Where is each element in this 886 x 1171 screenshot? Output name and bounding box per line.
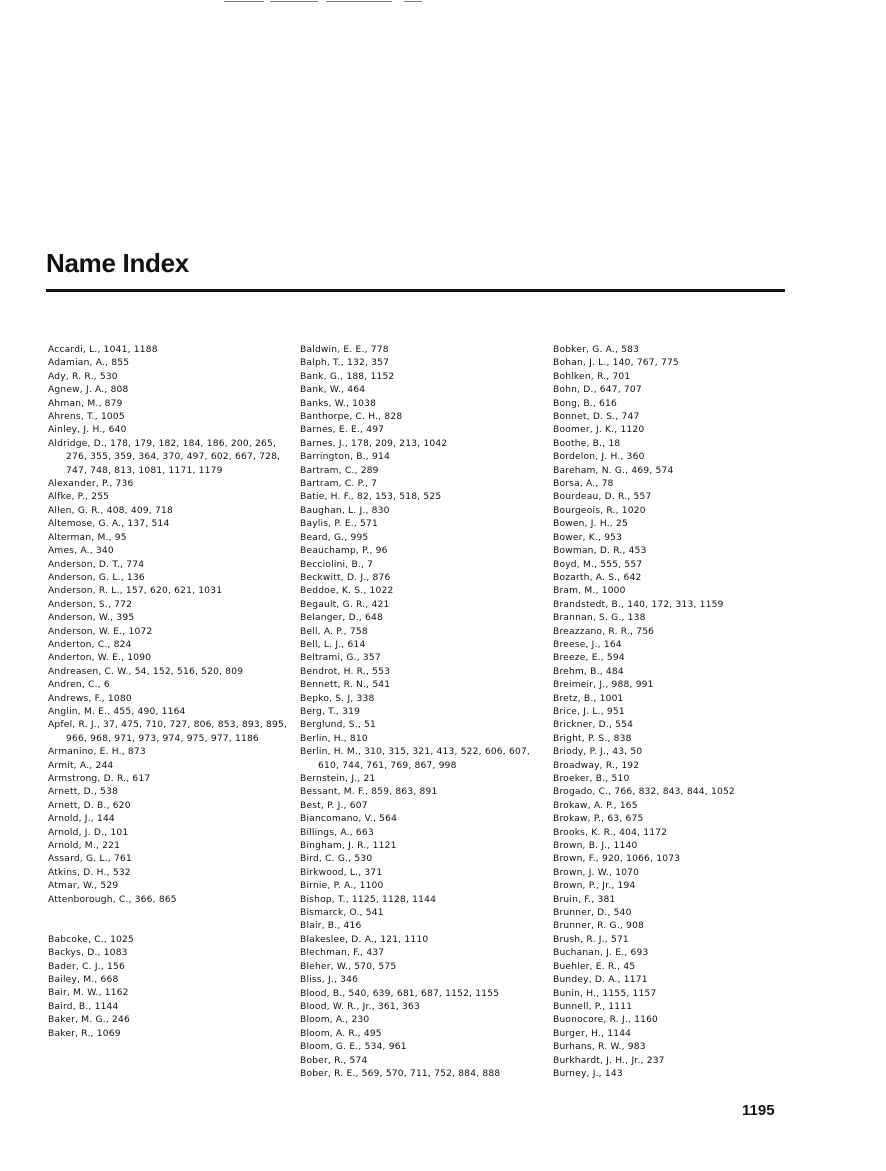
index-entry: Babcoke, C., 1025 xyxy=(48,934,135,945)
index-entry: Bernstein, J., 21 xyxy=(300,774,376,784)
index-column-3 xyxy=(553,344,793,1081)
index-entry: Boomer, J. K., 1120 xyxy=(553,425,645,436)
index-entry: Bourgeois, R., 1020 xyxy=(553,505,646,516)
index-entry: Belanger, D., 648 xyxy=(300,613,384,624)
index-entry: Bennett, R. N., 541 xyxy=(300,680,391,691)
index-entry: Buehler, E. R., 45 xyxy=(553,961,636,972)
index-entry: Agnew, J. A., 808 xyxy=(48,385,129,396)
index-entry: Bloom, G. E., 534, 961 xyxy=(300,1042,407,1053)
index-entry: Bessant, M. F., 859, 863, 891 xyxy=(300,787,438,798)
letter-group-gap xyxy=(48,907,288,934)
index-entry: Birnie, P. A., 1100 xyxy=(300,881,384,892)
index-entry: Bober, R., 574 xyxy=(300,1055,368,1066)
index-entry: Bobker, G. A., 583 xyxy=(553,345,640,355)
index-entry: Ames, A., 340 xyxy=(48,546,114,557)
index-entry: Bingham, J. R., 1121 xyxy=(300,841,397,852)
index-entry: Bartram, C., 289 xyxy=(300,465,379,476)
index-entry: Best, P. J., 607 xyxy=(300,800,368,811)
index-entry: Blood, B., 540, 639, 681, 687, 1152, 1155 xyxy=(300,988,500,999)
index-entry: Bank, G., 188, 1152 xyxy=(300,371,395,382)
index-entry: Broadway, R., 192 xyxy=(553,760,640,771)
index-entry: Blood, W. R., Jr., 361, 363 xyxy=(300,1001,420,1012)
index-entry: Becciolini, B., 7 xyxy=(300,559,374,570)
index-entry: Boyd, M., 555, 557 xyxy=(553,559,643,570)
index-entry: Adamian, A., 855 xyxy=(48,358,130,369)
page-title: Name Index xyxy=(46,248,189,278)
index-entry: Brown, J. W., 1070 xyxy=(553,867,640,878)
index-entry: Brunner, D., 540 xyxy=(553,908,632,919)
index-entry: Arnold, J. D., 101 xyxy=(48,827,129,838)
index-entry: Anglin, M. E., 455, 490, 1164 xyxy=(48,706,186,717)
index-entry: Bohlken, R., 701 xyxy=(553,371,631,382)
index-entry: Begault, G. R., 421 xyxy=(300,599,390,610)
index-entry: Anderson, G. L., 136 xyxy=(48,572,145,583)
index-entry: Bowman, D. R., 453 xyxy=(553,546,647,557)
index-entry: Alexander, P., 736 xyxy=(48,479,134,490)
scan-mark-top-1 xyxy=(224,1,264,2)
index-entry: Atmar, W., 529 xyxy=(48,881,119,892)
index-entry: Billings, A., 663 xyxy=(300,827,374,838)
index-entry: Beard, G., 995 xyxy=(300,532,369,543)
index-entry: Bordelon, J. H., 360 xyxy=(553,452,645,463)
scan-mark-top-3 xyxy=(326,1,392,2)
index-entry: Anderton, W. E., 1090 xyxy=(48,653,152,664)
index-entry: Barrington, B., 914 xyxy=(300,452,390,463)
index-entry: Bong, B., 616 xyxy=(553,398,617,409)
index-entry: Barnes, E. E., 497 xyxy=(300,425,385,436)
index-entry: Armit, A., 244 xyxy=(48,760,114,771)
index-entry: Banthorpe, C. H., 828 xyxy=(300,412,403,423)
index-entry: Ahrens, T., 1005 xyxy=(48,412,125,423)
index-entry: Accardi, L., 1041, 1188 xyxy=(48,345,158,355)
index-entry: Berg, T., 319 xyxy=(300,706,361,717)
index-entry: Briody, P. J., 43, 50 xyxy=(553,747,643,758)
index-entry: Bendrot, H. R., 553 xyxy=(300,666,391,677)
index-entry: Bower, K., 953 xyxy=(553,532,623,543)
scan-mark-top-2 xyxy=(270,1,318,2)
index-entry: Brice, J. L., 951 xyxy=(553,706,625,717)
index-entry: Boothe, B., 18 xyxy=(553,438,621,449)
index-entry: Borsa, A., 78 xyxy=(553,479,614,490)
index-entry: Breeze, E., 594 xyxy=(553,653,625,664)
index-entry: Alfke, P., 255 xyxy=(48,492,110,503)
index-entry: Baird, B., 1144 xyxy=(48,1001,119,1012)
index-entry: Brunner, R. G., 908 xyxy=(553,921,645,932)
index-entry: Brickner, D., 554 xyxy=(553,720,634,731)
index-entry: Bartram, C. P., 7 xyxy=(300,479,378,490)
index-entry: Atkins, D. H., 532 xyxy=(48,867,131,878)
index-entry: Baldwin, E. E., 778 xyxy=(300,345,389,355)
index-entry: Brown, B. J., 1140 xyxy=(553,841,638,852)
index-entry: Assard, G. L., 761 xyxy=(48,854,132,865)
index-entry: Arnett, D. B., 620 xyxy=(48,800,131,811)
index-entry: Bram, M., 1000 xyxy=(553,586,626,597)
index-entry: Beddoe, K. S., 1022 xyxy=(300,586,394,597)
index-entry: Andrews, F., 1080 xyxy=(48,693,132,704)
index-entry: Ainley, J. H., 640 xyxy=(48,425,127,436)
index-entry: Burhans, R. W., 983 xyxy=(553,1042,646,1053)
index-entry: Burney, J., 143 xyxy=(553,1068,623,1079)
index-entry: Bohn, D., 647, 707 xyxy=(553,385,642,396)
index-entry: Attenborough, C., 366, 865 xyxy=(48,894,177,905)
index-entry: Bretz, B., 1001 xyxy=(553,693,624,704)
index-entry: Anderson, W. E., 1072 xyxy=(48,626,153,637)
index-entry: Bell, L. J., 614 xyxy=(300,639,366,650)
index-entry: Bliss, J., 346 xyxy=(300,975,359,986)
index-entry: Banks, W., 1038 xyxy=(300,398,377,409)
index-entry: Bunin, H., 1155, 1157 xyxy=(553,988,657,999)
index-entry: Bair, M. W., 1162 xyxy=(48,988,129,999)
index-entry: Berlin, H., 810 xyxy=(300,733,368,744)
index-entry: Andren, C., 6 xyxy=(48,680,110,691)
index-entry: Anderson, S., 772 xyxy=(48,599,133,610)
index-entry: Andreasen, C. W., 54, 152, 516, 520, 809 xyxy=(48,666,244,677)
index-entry: Bourdeau, D. R., 557 xyxy=(553,492,652,503)
index-entry: Beltrami, G., 357 xyxy=(300,653,381,664)
index-entry: Berlin, H. M., 310, 315, 321, 413, 522, 606, 607, 610, 744, 761, 769, 867, 998 xyxy=(300,747,531,771)
index-entry: Ady, R. R., 530 xyxy=(48,371,118,382)
index-entry: Baughan, L. J., 830 xyxy=(300,505,390,516)
index-entry: Brown, F., 920, 1066, 1073 xyxy=(553,854,681,865)
index-entry: Arnett, D., 538 xyxy=(48,787,119,798)
index-entry: Burkhardt, J. H., Jr., 237 xyxy=(553,1055,665,1066)
index-entry: Bober, R. E., 569, 570, 711, 752, 884, 888 xyxy=(300,1068,501,1079)
index-entry: Armstrong, D. R., 617 xyxy=(48,774,151,784)
title-rule xyxy=(46,289,785,292)
index-entry: Brush, R. J., 571 xyxy=(553,934,629,945)
index-entry: Bozarth, A. S., 642 xyxy=(553,572,642,583)
index-entry: Brooks, K. R., 404, 1172 xyxy=(553,827,668,838)
page-number: 1195 xyxy=(742,1102,775,1119)
index-entry: Alterman, M., 95 xyxy=(48,532,127,543)
index-entry: Brown, P., Jr., 194 xyxy=(553,881,636,892)
index-column-1 xyxy=(48,344,288,1041)
index-entry: Bank, W., 464 xyxy=(300,385,366,396)
index-entry: Bonnet, D. S., 747 xyxy=(553,412,640,423)
index-entry: Broeker, B., 510 xyxy=(553,774,630,784)
index-entry: Arnold, J., 144 xyxy=(48,814,115,825)
index-entry: Brokaw, A. P., 165 xyxy=(553,800,638,811)
index-entry: Bepko, S. J, 338 xyxy=(300,693,375,704)
index-entry: Anderson, W., 395 xyxy=(48,613,135,624)
index-entry: Bloom, A. R., 495 xyxy=(300,1028,382,1039)
index-entry: Ahman, M., 879 xyxy=(48,398,123,409)
index-entry: Bohan, J. L., 140, 767, 775 xyxy=(553,358,679,369)
index-entry: Anderson, D. T., 774 xyxy=(48,559,145,570)
index-entry: Blakeslee, D. A., 121, 1110 xyxy=(300,934,429,945)
index-entry: Brandstedt, B., 140, 172, 313, 1159 xyxy=(553,599,724,610)
index-entry: Breese, J., 164 xyxy=(553,639,622,650)
index-entry: Bunnell, P., 1111 xyxy=(553,1001,633,1012)
index-entry: Bleher, W., 570, 575 xyxy=(300,961,397,972)
index-entry: Berglund, S., 51 xyxy=(300,720,377,731)
index-entry: Bruin, F., 381 xyxy=(553,894,616,905)
index-entry: Buchanan, J. E., 693 xyxy=(553,948,649,959)
index-entry: Bird, C. G., 530 xyxy=(300,854,373,865)
index-entry: Batie, H. F., 82, 153, 518, 525 xyxy=(300,492,442,503)
index-entry: Baker, R., 1069 xyxy=(48,1028,121,1039)
index-entry: Brehm, B., 484 xyxy=(553,666,624,677)
index-entry: Anderton, C., 824 xyxy=(48,639,132,650)
index-entry: Brokaw, P., 63, 675 xyxy=(553,814,644,825)
index-entry: Birkwood, L., 371 xyxy=(300,867,383,878)
index-entry: Bareham, N. G., 469, 574 xyxy=(553,465,674,476)
index-entry: Bader, C. J., 156 xyxy=(48,961,125,972)
index-entry: Allen, G. R., 408, 409, 718 xyxy=(48,505,173,516)
index-entry: Armanino, E. H., 873 xyxy=(48,747,146,758)
index-entry: Baylis, P. E., 571 xyxy=(300,519,378,530)
index-entry: Blair, B., 416 xyxy=(300,921,362,932)
index-entry: Bundey, D. A., 1171 xyxy=(553,975,648,986)
index-entry: Arnold, M., 221 xyxy=(48,841,121,852)
index-entry: Barnes, J., 178, 209, 213, 1042 xyxy=(300,438,448,449)
index-entry: Backys, D., 1083 xyxy=(48,948,128,959)
index-entry: Buonocore, R. J., 1160 xyxy=(553,1015,659,1026)
index-entry: Bowen, J. H., 25 xyxy=(553,519,628,530)
index-entry: Blechman, F., 437 xyxy=(300,948,385,959)
index-entry: Brogado, C., 766, 832, 843, 844, 1052 xyxy=(553,787,735,798)
index-entry: Bright, P. S., 838 xyxy=(553,733,632,744)
index-entry: Breimeir, J., 988, 991 xyxy=(553,680,654,691)
index-entry: Apfel, R. J., 37, 475, 710, 727, 806, 853, 893, 895, 966, 968, 971, 973, 974, 975, 977, 1186 xyxy=(48,720,288,744)
index-entry: Beckwitt, D. J., 876 xyxy=(300,572,391,583)
index-entry: Anderson, R. L., 157, 620, 621, 1031 xyxy=(48,586,223,597)
index-entry: Bell, A. P., 758 xyxy=(300,626,368,637)
index-entry: Baker, M. G., 246 xyxy=(48,1015,130,1026)
index-entry: Aldridge, D., 178, 179, 182, 184, 186, 200, 265, 276, 355, 359, 364, 370, 497, 602, 667, 728, 747, 748, 813, 1081, 1171, 1179 xyxy=(48,438,281,476)
index-entry: Biancomano, V., 564 xyxy=(300,814,398,825)
index-entry: Balph, T., 132, 357 xyxy=(300,358,390,369)
index-entry: Breazzano, R. R., 756 xyxy=(553,626,655,637)
index-column-2 xyxy=(300,344,540,1081)
index-entry: Burger, H., 1144 xyxy=(553,1028,632,1039)
index-entry: Beauchamp, P., 96 xyxy=(300,546,388,557)
index-entry: Bismarck, O., 541 xyxy=(300,908,384,919)
scan-mark-top-4 xyxy=(404,1,422,2)
index-entry: Brannan, S. G., 138 xyxy=(553,613,646,624)
index-entry: Bishop, T., 1125, 1128, 1144 xyxy=(300,894,437,905)
index-entry: Altemose, G. A., 137, 514 xyxy=(48,519,170,530)
index-entry: Bailey, M., 668 xyxy=(48,975,119,986)
index-entry: Bloom, A., 230 xyxy=(300,1015,370,1026)
